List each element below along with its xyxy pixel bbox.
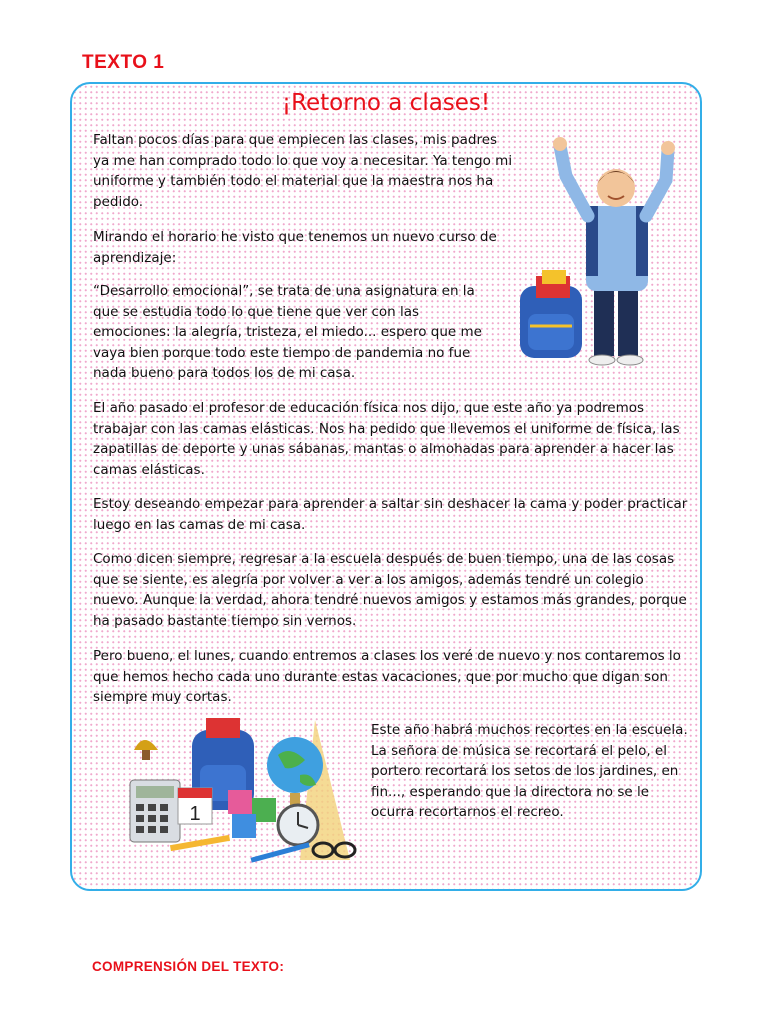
paragraph-8: Este año habrá muchos recortes en la escuela. La señora de música se recortará el pelo, el portero recortará los setos de los jardines, en fin..., esperando que la directora no se le ocurra recortarnos el recreo. bbox=[371, 722, 688, 820]
paragraph-6: Como dicen siempre, regresar a la escuela después de buen tiempo, una de las cosas que se siente, es alegría por volver a ver a los amigos, además tendré un colegio nuevo. Aunque la verdad, ahora tendré nuevos amigos y estamos más grandes, porque ha pasado bastante tiempo sin vernos. bbox=[93, 551, 687, 629]
paragraph-7: Pero bueno, el lunes, cuando entremos a clases los veré de nuevo y nos contaremos lo que hemos hecho cada uno durante estas vacaciones, que por mucho que digan son siempre muy cortas. bbox=[93, 648, 681, 705]
school-supplies-image bbox=[120, 710, 360, 870]
boy-with-backpack-image bbox=[516, 136, 686, 376]
reading-title: ¡Retorno a clases! bbox=[281, 90, 491, 116]
paragraph-3: “Desarrollo emocional”, se trata de una asignatura en la que se estudia todo lo que tiene que ver con las emociones: la alegría, tristeza, el miedo... espero que me vaya bien porque todo este tiempo de pandemia no fue nada bueno para todos los de mi casa. bbox=[93, 283, 482, 381]
alarm-clock-icon bbox=[278, 805, 318, 845]
reading-card bbox=[70, 82, 702, 891]
calculator-icon bbox=[130, 780, 180, 842]
svg-text:1: 1 bbox=[189, 803, 201, 825]
paragraph-5: Estoy deseando empezar para aprender a saltar sin deshacer la cama y poder practicar luego en las camas de mi casa. bbox=[93, 496, 688, 533]
floor-backpack-icon bbox=[520, 270, 582, 358]
letter-blocks-icon bbox=[228, 790, 276, 838]
paragraph-1: Faltan pocos días para que empiecen las clases, mis padres ya me han comprado todo lo que voy a necesitar. Ya tengo mi uniforme y también todo el material que la maestra nos ha pedido. bbox=[93, 132, 513, 210]
bell-icon bbox=[134, 740, 158, 760]
calendar-icon bbox=[178, 788, 212, 825]
paragraph-4: El año pasado el profesor de educación física nos dijo, que este año ya podremos trabajar con las camas elásticas. Nos ha pedido que llevemos el uniforme de física, las zapatillas de deporte y unas sábanas, mantas o almohadas para aprender a hacer las camas elásticas. bbox=[93, 400, 680, 478]
comprehension-label: COMPRENSIÓN DEL TEXTO: bbox=[92, 959, 285, 974]
section-label: TEXTO 1 bbox=[82, 52, 165, 73]
paragraph-2: Mirando el horario he visto que tenemos un nuevo curso de aprendizaje: bbox=[93, 229, 497, 266]
